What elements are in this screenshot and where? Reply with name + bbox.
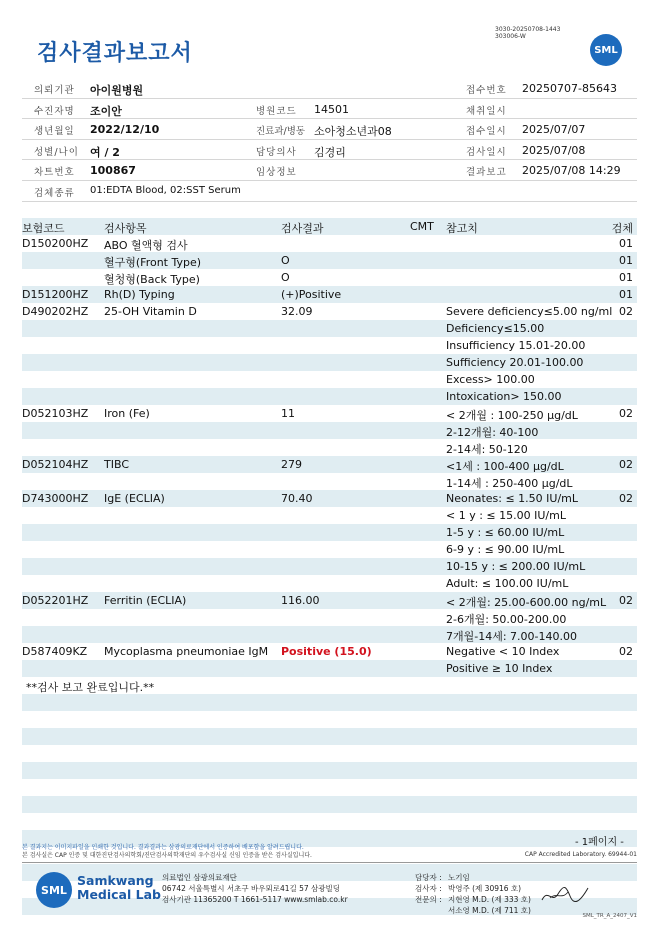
blank-row <box>22 728 637 745</box>
result-row <box>22 592 637 609</box>
doctor-value: 김경리 <box>314 145 346 159</box>
result-name: Ferritin (ECLIA) <box>104 594 187 607</box>
lab-name: 의료법인 삼광의료재단 <box>162 873 237 882</box>
header-name: 검사항목 <box>104 222 147 235</box>
birth-label: 생년월일 <box>34 126 75 138</box>
result-specimen: 02 <box>619 594 633 607</box>
chart-no-label: 차트번호 <box>34 167 75 179</box>
result-code: D151200HZ <box>22 288 89 301</box>
report-complete-text: **검사 보고 완료입니다.** <box>26 681 155 694</box>
result-specimen: 02 <box>619 492 633 505</box>
staff-value: 박영주 (제 30916 호) <box>448 884 522 893</box>
result-row <box>22 643 637 660</box>
dept-value: 소아청소년과08 <box>314 125 392 139</box>
blank-row <box>22 694 637 711</box>
brand-name <box>77 874 161 902</box>
cap-accreditation: CAP Accredited Laboratory. 69944-01 <box>524 851 637 858</box>
result-row <box>22 252 637 269</box>
result-reference: < 2개월 : 100-250 μg/dL <box>446 409 578 422</box>
result-row <box>22 456 637 473</box>
report-title: 검사결과보고서 <box>37 41 193 66</box>
result-name: Iron (Fe) <box>104 407 150 420</box>
result-reference: Insufficiency 15.01-20.00 <box>446 339 586 352</box>
info-row <box>22 181 637 202</box>
result-value: (+)Positive <box>281 288 342 301</box>
staff-row <box>415 894 531 905</box>
result-value: 116.00 <box>281 594 320 607</box>
result-code: D150200HZ <box>22 237 89 250</box>
result-name: Rh(D) Typing <box>104 288 175 301</box>
result-name: IgE (ECLIA) <box>104 492 165 505</box>
result-row <box>22 575 637 592</box>
image-notice: 본 결과지는 이미지파일을 인쇄한 것입니다. 결과결과는 삼광의료재단에서 인증하여 배포함을 알려드립니다. <box>22 844 304 851</box>
result-row <box>22 269 637 286</box>
result-name: 혈구형(Front Type) <box>104 256 202 269</box>
form-code: SML_TR_A_2407_V1 <box>582 913 637 919</box>
sml-logo-icon: SML <box>590 34 622 66</box>
result-value: 70.40 <box>281 492 313 505</box>
brand-line2: Medical Lab <box>77 887 161 902</box>
hospital-code-value: 14501 <box>314 102 349 116</box>
staff-label: 담당자 : <box>415 873 442 882</box>
receipt-no-value: 20250707-85643 <box>522 82 617 95</box>
result-row <box>22 286 637 303</box>
result-name: 25-OH Vitamin D <box>104 305 197 318</box>
results-header <box>22 218 637 235</box>
result-value: O <box>281 271 290 284</box>
patient-label: 수진자명 <box>34 105 75 117</box>
result-reference: 2-12개월: 40-100 <box>446 426 539 439</box>
result-specimen: 02 <box>619 407 633 420</box>
receipt-date-value: 2025/07/07 <box>522 123 586 137</box>
result-reference: 2-6개월: 50.00-200.00 <box>446 613 567 626</box>
result-code: D052104HZ <box>22 458 89 471</box>
result-row <box>22 541 637 558</box>
footer-divider <box>22 862 637 863</box>
result-row <box>22 235 637 252</box>
result-name: TIBC <box>104 458 129 471</box>
result-code: D052201HZ <box>22 594 89 607</box>
result-reference: 6-9 y : ≤ 90.00 IU/mL <box>446 543 565 556</box>
blank-row <box>22 762 637 779</box>
clinical-label: 임상정보 <box>256 167 297 179</box>
lab-contact: 검사기관 11365200 T 1661-5117 www.smlab.co.kr <box>162 895 348 904</box>
sml-footer-logo-icon: SML <box>36 872 72 908</box>
document-code-line2: 303006-W <box>495 33 526 40</box>
blank-row <box>22 796 637 813</box>
report-date-value: 2025/07/08 14:29 <box>522 164 621 178</box>
doctor-label: 담당의사 <box>256 146 297 158</box>
info-row <box>22 119 637 140</box>
result-reference: Neonates: ≤ 1.50 IU/mL <box>446 492 578 505</box>
signature-icon <box>540 880 590 908</box>
staff-value: 서소영 M.D. (제 711 호) <box>448 906 531 915</box>
blank-row <box>22 813 637 830</box>
dept-label: 진료과/병동 <box>256 126 306 138</box>
result-row <box>22 524 637 541</box>
staff-row <box>415 872 531 883</box>
result-reference: Sufficiency 20.01-100.00 <box>446 356 584 369</box>
collect-date-label: 채취일시 <box>466 105 507 117</box>
page-number: - 1페이지 - <box>575 837 624 848</box>
result-row <box>22 320 637 337</box>
result-code: D587409KZ <box>22 645 88 658</box>
result-code: D490202HZ <box>22 305 89 318</box>
result-row <box>22 303 637 320</box>
result-row <box>22 609 637 626</box>
info-row <box>22 99 637 120</box>
result-reference: < 1 y : ≤ 15.00 IU/mL <box>446 509 566 522</box>
result-specimen: 01 <box>619 237 633 250</box>
staff-row <box>415 905 531 916</box>
result-reference: 2-14세: 50-120 <box>446 443 528 456</box>
result-value: O <box>281 254 290 267</box>
result-value: Positive (15.0) <box>281 645 372 658</box>
result-code: D052103HZ <box>22 407 89 420</box>
info-row <box>22 160 637 181</box>
result-specimen: 01 <box>619 288 633 301</box>
receipt-date-label: 접수일시 <box>466 126 507 138</box>
result-reference: 1-14세 : 250-400 μg/dL <box>446 477 573 490</box>
result-reference: Adult: ≤ 100.00 IU/mL <box>446 577 569 590</box>
sex-age-label: 성별/나이 <box>34 146 79 158</box>
staff-row <box>415 883 531 894</box>
result-row <box>22 422 637 439</box>
receipt-no-label: 접수번호 <box>466 85 507 96</box>
result-row <box>22 371 637 388</box>
staff-value: 지현영 M.D. (제 333 호) <box>448 895 531 904</box>
info-row <box>22 140 637 161</box>
hospital-label: 의뢰기관 <box>34 85 75 96</box>
patient-value: 조이안 <box>90 104 122 118</box>
result-row <box>22 558 637 575</box>
result-row <box>22 660 637 677</box>
info-row <box>22 78 637 99</box>
result-specimen: 02 <box>619 305 633 318</box>
result-row <box>22 388 637 405</box>
result-row <box>22 473 637 490</box>
result-specimen: 02 <box>619 645 633 658</box>
result-reference: Negative < 10 Index <box>446 645 560 658</box>
result-name: Mycoplasma pneumoniae IgM <box>104 645 269 658</box>
specimen-value: 01:EDTA Blood, 02:SST Serum <box>90 184 241 196</box>
result-name: ABO 혈액형 검사 <box>104 239 188 252</box>
result-reference: 1-5 y : ≤ 60.00 IU/mL <box>446 526 565 539</box>
result-reference: 7개월-14세: 7.00-140.00 <box>446 630 577 643</box>
result-reference: < 2개월: 25.00-600.00 ng/mL <box>446 596 607 609</box>
staff-label: 검사자 : <box>415 884 442 893</box>
result-specimen: 01 <box>619 254 633 267</box>
hospital-value: 아이원병원 <box>90 84 144 97</box>
result-row <box>22 439 637 456</box>
blank-row <box>22 915 637 925</box>
sex-age-value: 여 / 2 <box>90 145 120 159</box>
chart-no-value: 100867 <box>90 164 136 178</box>
result-value: 279 <box>281 458 302 471</box>
result-name: 혈청형(Back Type) <box>104 273 200 286</box>
document-code <box>495 26 560 40</box>
report-date-label: 결과보고 <box>466 167 507 179</box>
result-row <box>22 337 637 354</box>
result-specimen: 02 <box>619 458 633 471</box>
staff-value: 노기임 <box>448 873 470 882</box>
header-result: 검사결과 <box>281 222 324 235</box>
result-row <box>22 507 637 524</box>
brand-line1: Samkwang <box>77 873 154 888</box>
result-reference: Positive ≥ 10 Index <box>446 662 553 675</box>
lab-address: 06742 서울특별시 서초구 바우뫼로41길 57 삼광빌딩 <box>162 884 341 893</box>
header-code: 보험코드 <box>22 222 65 235</box>
hospital-code-label: 병원코드 <box>256 105 297 117</box>
result-row <box>22 354 637 371</box>
result-value: 32.09 <box>281 305 313 318</box>
blank-row <box>22 745 637 762</box>
accreditation-notice: 본 검사실은 CAP 인증 및 대한진단검사의학회/진단검사의학재단의 우수검사실 신임 인증을 받은 검사실입니다. <box>22 852 312 859</box>
result-reference: Excess> 100.00 <box>446 373 535 386</box>
specimen-label: 검체종류 <box>34 187 75 199</box>
staff-list <box>415 872 531 916</box>
test-date-label: 검사일시 <box>466 146 507 158</box>
result-rows <box>22 235 637 677</box>
result-reference: Deficiency≤15.00 <box>446 322 545 335</box>
result-row <box>22 490 637 507</box>
result-row <box>22 626 637 643</box>
patient-info-table <box>22 78 637 202</box>
document-code-line1: 3030-20250708-1443 <box>495 26 561 33</box>
result-reference: Severe deficiency≤5.00 ng/ml <box>446 305 613 318</box>
header-spec: 검체 <box>611 222 633 235</box>
birth-value: 2022/12/10 <box>90 123 160 137</box>
blank-row <box>22 711 637 728</box>
results-table <box>22 218 637 677</box>
result-reference: <1세 : 100-400 μg/dL <box>446 460 564 473</box>
header-ref: 참고치 <box>446 222 478 235</box>
result-specimen: 01 <box>619 271 633 284</box>
result-reference: Intoxication> 150.00 <box>446 390 562 403</box>
lab-info <box>162 872 348 905</box>
result-row <box>22 405 637 422</box>
staff-label: 전문의 : <box>415 895 442 904</box>
test-date-value: 2025/07/08 <box>522 143 586 157</box>
blank-row <box>22 779 637 796</box>
header-cmt: CMT <box>410 220 434 233</box>
result-reference: 10-15 y : ≤ 200.00 IU/mL <box>446 560 586 573</box>
result-code: D743000HZ <box>22 492 89 505</box>
result-value: 11 <box>281 407 295 420</box>
